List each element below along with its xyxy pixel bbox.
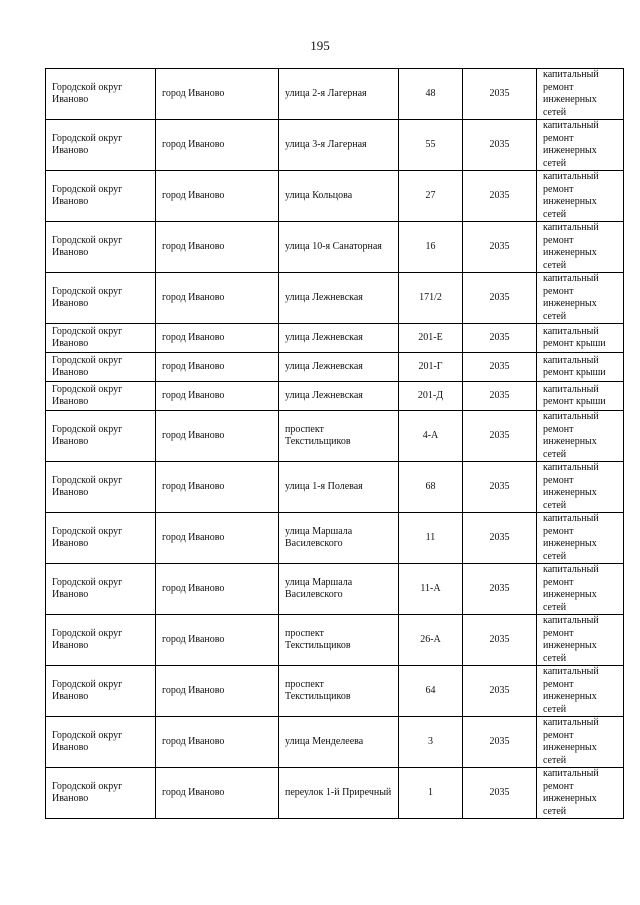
cell-year: 2035 xyxy=(463,353,537,382)
cell-work: капитальный ремонт инженерных сетей xyxy=(537,513,624,564)
cell-house: 171/2 xyxy=(399,273,463,324)
cell-work: капитальный ремонт инженерных сетей xyxy=(537,717,624,768)
table-row xyxy=(46,171,624,222)
cell-city: город Иваново xyxy=(156,666,279,717)
registry-table xyxy=(45,68,624,819)
cell-house: 201-Г xyxy=(399,353,463,382)
cell-work: капитальный ремонт инженерных сетей xyxy=(537,120,624,171)
cell-okrug: Городской округ Иваново xyxy=(46,717,156,768)
cell-street: улица Маршала Василевского xyxy=(279,513,399,564)
cell-year: 2035 xyxy=(463,615,537,666)
cell-okrug: Городской округ Иваново xyxy=(46,615,156,666)
cell-year: 2035 xyxy=(463,324,537,353)
cell-work: капитальный ремонт инженерных сетей xyxy=(537,411,624,462)
cell-city: город Иваново xyxy=(156,768,279,819)
table-row xyxy=(46,222,624,273)
cell-year: 2035 xyxy=(463,513,537,564)
cell-city: город Иваново xyxy=(156,382,279,411)
cell-work: капитальный ремонт инженерных сетей xyxy=(537,273,624,324)
cell-street: улица 2-я Лагерная xyxy=(279,69,399,120)
cell-work: капитальный ремонт крыши xyxy=(537,324,624,353)
cell-street: улица Лежневская xyxy=(279,324,399,353)
table-row xyxy=(46,462,624,513)
cell-okrug: Городской округ Иваново xyxy=(46,564,156,615)
cell-house: 1 xyxy=(399,768,463,819)
cell-street: улица 1-я Полевая xyxy=(279,462,399,513)
cell-year: 2035 xyxy=(463,69,537,120)
cell-work: капитальный ремонт инженерных сетей xyxy=(537,768,624,819)
cell-year: 2035 xyxy=(463,768,537,819)
cell-city: город Иваново xyxy=(156,513,279,564)
cell-work: капитальный ремонт инженерных сетей xyxy=(537,222,624,273)
cell-year: 2035 xyxy=(463,382,537,411)
table-row xyxy=(46,273,624,324)
cell-okrug: Городской округ Иваново xyxy=(46,411,156,462)
table-row xyxy=(46,666,624,717)
cell-city: город Иваново xyxy=(156,222,279,273)
cell-okrug: Городской округ Иваново xyxy=(46,462,156,513)
table-row xyxy=(46,411,624,462)
cell-year: 2035 xyxy=(463,462,537,513)
cell-street: улица Кольцова xyxy=(279,171,399,222)
cell-okrug: Городской округ Иваново xyxy=(46,324,156,353)
cell-year: 2035 xyxy=(463,273,537,324)
cell-house: 3 xyxy=(399,717,463,768)
cell-city: город Иваново xyxy=(156,273,279,324)
cell-okrug: Городской округ Иваново xyxy=(46,513,156,564)
cell-house: 64 xyxy=(399,666,463,717)
cell-year: 2035 xyxy=(463,564,537,615)
cell-okrug: Городской округ Иваново xyxy=(46,222,156,273)
cell-year: 2035 xyxy=(463,666,537,717)
cell-street: проспект Текстильщиков xyxy=(279,615,399,666)
cell-city: город Иваново xyxy=(156,411,279,462)
cell-street: проспект Текстильщиков xyxy=(279,411,399,462)
table-row xyxy=(46,768,624,819)
cell-city: город Иваново xyxy=(156,324,279,353)
cell-work: капитальный ремонт крыши xyxy=(537,353,624,382)
cell-street: улица Лежневская xyxy=(279,353,399,382)
cell-okrug: Городской округ Иваново xyxy=(46,69,156,120)
table-row xyxy=(46,353,624,382)
cell-work: капитальный ремонт инженерных сетей xyxy=(537,462,624,513)
cell-house: 4-А xyxy=(399,411,463,462)
cell-city: город Иваново xyxy=(156,120,279,171)
table-row xyxy=(46,120,624,171)
table-row xyxy=(46,564,624,615)
cell-year: 2035 xyxy=(463,222,537,273)
cell-house: 55 xyxy=(399,120,463,171)
cell-house: 201-Д xyxy=(399,382,463,411)
cell-work: капитальный ремонт инженерных сетей xyxy=(537,666,624,717)
cell-city: город Иваново xyxy=(156,615,279,666)
table-row xyxy=(46,324,624,353)
cell-okrug: Городской округ Иваново xyxy=(46,382,156,411)
cell-house: 11 xyxy=(399,513,463,564)
cell-city: город Иваново xyxy=(156,353,279,382)
cell-street: улица Лежневская xyxy=(279,382,399,411)
cell-street: улица Менделеева xyxy=(279,717,399,768)
cell-street: улица 10-я Санаторная xyxy=(279,222,399,273)
cell-okrug: Городской округ Иваново xyxy=(46,171,156,222)
cell-house: 48 xyxy=(399,69,463,120)
cell-house: 16 xyxy=(399,222,463,273)
cell-year: 2035 xyxy=(463,171,537,222)
table-row xyxy=(46,69,624,120)
table-row xyxy=(46,513,624,564)
cell-street: улица Лежневская xyxy=(279,273,399,324)
cell-year: 2035 xyxy=(463,411,537,462)
cell-city: город Иваново xyxy=(156,171,279,222)
cell-work: капитальный ремонт инженерных сетей xyxy=(537,615,624,666)
cell-work: капитальный ремонт инженерных сетей xyxy=(537,69,624,120)
cell-okrug: Городской округ Иваново xyxy=(46,353,156,382)
cell-city: город Иваново xyxy=(156,564,279,615)
cell-city: город Иваново xyxy=(156,69,279,120)
cell-work: капитальный ремонт крыши xyxy=(537,382,624,411)
cell-house: 201-Е xyxy=(399,324,463,353)
cell-house: 68 xyxy=(399,462,463,513)
cell-work: капитальный ремонт инженерных сетей xyxy=(537,564,624,615)
cell-okrug: Городской округ Иваново xyxy=(46,120,156,171)
cell-city: город Иваново xyxy=(156,717,279,768)
cell-street: улица 3-я Лагерная xyxy=(279,120,399,171)
cell-house: 26-А xyxy=(399,615,463,666)
table-row xyxy=(46,615,624,666)
table-row xyxy=(46,717,624,768)
cell-year: 2035 xyxy=(463,120,537,171)
cell-house: 11-А xyxy=(399,564,463,615)
cell-okrug: Городской округ Иваново xyxy=(46,666,156,717)
cell-okrug: Городской округ Иваново xyxy=(46,768,156,819)
cell-house: 27 xyxy=(399,171,463,222)
cell-okrug: Городской округ Иваново xyxy=(46,273,156,324)
page-number: 195 xyxy=(310,38,330,53)
cell-street: проспект Текстильщиков xyxy=(279,666,399,717)
cell-work: капитальный ремонт инженерных сетей xyxy=(537,171,624,222)
table-row xyxy=(46,382,624,411)
cell-street: улица Маршала Василевского xyxy=(279,564,399,615)
cell-street: переулок 1-й Приречный xyxy=(279,768,399,819)
cell-year: 2035 xyxy=(463,717,537,768)
cell-city: город Иваново xyxy=(156,462,279,513)
